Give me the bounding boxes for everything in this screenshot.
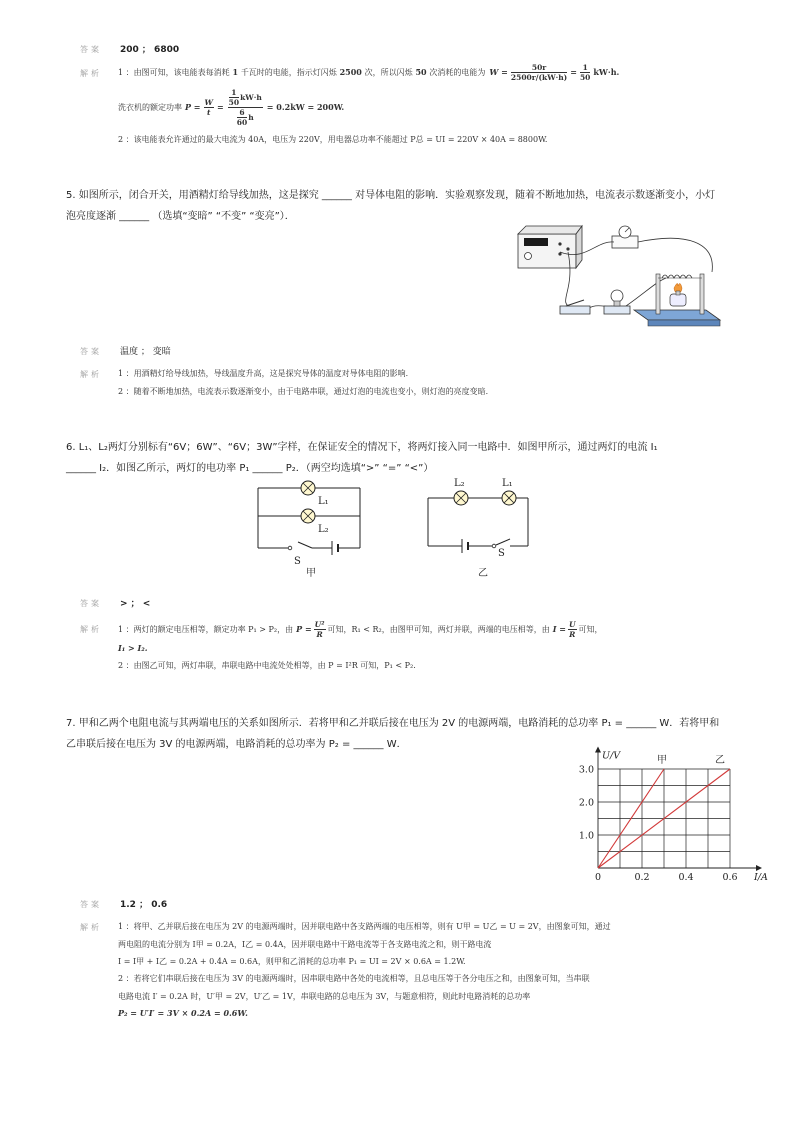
figure-caption: 甲 bbox=[306, 568, 316, 579]
switch-label: S bbox=[294, 556, 301, 567]
x-axis-label: I/A bbox=[754, 872, 768, 883]
x-tick-label: 0.2 bbox=[634, 872, 650, 883]
answer-label: 答案 bbox=[80, 347, 102, 356]
explanation-line: 1 ：将甲、乙并联后接在电压为 2V 的电源两端时，因并联电路中各支路两端的电压相等，则有 U甲 = U乙 = U = 2V，由图象可知，通过 bbox=[118, 922, 611, 931]
explanation-line: 1 ：由图可知，该电能表每消耗 1 千瓦时的电能，指示灯闪烁 2500 次，所以闪烁 50 次消耗的电能为 W = $\frac{50r}{2500r/(kW\cdot h)}$ = $\frac{1}{50}$ kW·h. bbox=[118, 62, 620, 82]
y-tick-label: 2.0 bbox=[578, 797, 594, 809]
y-tick-label: 1.0 bbox=[578, 830, 594, 842]
experiment-apparatus-figure bbox=[516, 222, 722, 332]
explanation-line: 2 ：随着不断地加热，电流表示数逐渐变小，由于电路串联，通过灯泡的电流也变小，则灯泡的亮度变暗． bbox=[118, 387, 494, 396]
circuit-diagram-jia bbox=[254, 474, 366, 578]
lamp-label-l1: L₁ bbox=[502, 478, 513, 489]
answer-label: 答案 bbox=[80, 900, 102, 909]
y-tick-label: 3.0 bbox=[578, 764, 594, 776]
question-7-line1: 7. 甲和乙两个电阻电流与其两端电压的关系如图所示．若将甲和乙并联后接在电压为 2V 的电源两端，电路消耗的总功率 P₁ = ______ W．若将甲和 bbox=[66, 718, 720, 729]
answer-text: 1.2 ； 0.6 bbox=[120, 900, 168, 910]
lamp-label-l1: L₁ bbox=[318, 496, 329, 507]
series-label-jia: 甲 bbox=[657, 755, 667, 766]
explanation-line: 电路电流 I′ = 0.2A 时，U′甲 = 2V，U′乙 = 1V，串联电路的总电压为 3V，与题意相符，则此时电路消耗的总功率 bbox=[118, 992, 531, 1001]
x-tick-label: 0.4 bbox=[678, 872, 694, 883]
lamp-label-l2: L₂ bbox=[318, 524, 329, 535]
question-6-line2: ______ I₂．如图乙所示，两灯的电功率 P₁ ______ P₂．（两空均选填“>” “=” “<”） bbox=[66, 463, 434, 474]
explanation-line: 2 ：若将它们串联后接在电压为 3V 的电源两端时，因串联电路中各处的电流相等，且总电压等于各分电压之和，由图象可知，当串联 bbox=[118, 974, 590, 983]
answer-text: 温度 ； 变暗 bbox=[120, 347, 171, 357]
explanation-line: 1 ：两灯的额定电压相等，额定功率 P₁ > P₂，由 P = $\frac{\text{U²}}{R}$ 可知，R₁ < R₂，由图甲可知，两灯并联，两端的电压相等，由 I = $\frac{U}{R}$ 可知， bbox=[118, 619, 603, 639]
figure-caption: 乙 bbox=[478, 568, 488, 579]
circuit-diagram-yi bbox=[424, 474, 534, 578]
x-axis-arrow bbox=[756, 865, 762, 871]
answer-label: 答案 bbox=[80, 599, 102, 608]
analysis-label: 解析 bbox=[80, 625, 102, 634]
chart-ticks bbox=[579, 765, 738, 884]
x-tick-label: 0.6 bbox=[722, 872, 738, 883]
answer-text: > ； < bbox=[120, 599, 151, 609]
lamp-label-l2: L₂ bbox=[454, 478, 465, 489]
explanation-line: 洗衣机的额定功率 P = $\frac{W}{t}$ = $\frac{1}{50}$ kW·h $\frac{6}{60}$ h = 0.2kW = 200W. bbox=[118, 87, 345, 127]
switch-label: S bbox=[498, 548, 505, 559]
answer-text: 200 ； 6800 bbox=[120, 45, 180, 55]
question-5-line1: 5. 如图所示，闭合开关，用酒精灯给导线加热，这是探究 ______ 对导体电阻的影响．实验观察发现，随着不断地加热，电流表示数逐渐变小，小灯 bbox=[66, 190, 716, 201]
question-5-line2: 泡亮度逐渐 ______ （选填“变暗” “不变” “变亮”）． bbox=[66, 211, 295, 222]
explanation-line: 1 ：用酒精灯给导线加热，导线温度升高，这是探究导体的温度对导体电阻的影响． bbox=[118, 369, 414, 378]
explanation-line: P₂ = U′I′ = 3V × 0.2A = 0.6W. bbox=[118, 1008, 248, 1018]
explanation-line: 两电阻的电流分别为 I甲 = 0.2A，I乙 = 0.4A，因并联电路中干路电流等于各支路电流之和，则干路电流 bbox=[118, 940, 492, 949]
explanation-line: I = I甲 + I乙 = 0.2A + 0.4A = 0.6A，则甲和乙消耗的总功率 P₁ = UI = 2V × 0.6A = 1.2W. bbox=[118, 957, 466, 966]
chart-labels bbox=[602, 751, 768, 884]
u-i-chart bbox=[570, 746, 768, 884]
question-6-line1: 6. L₁、L₂两灯分别标有“6V；6W”、“6V；3W”字样，在保证安全的情况下，将两灯接入同一电路中．如图甲所示，通过两灯的电流 I₁ bbox=[66, 442, 658, 453]
answer-label: 答案 bbox=[80, 45, 102, 54]
explanation-line: 2 ：由图乙可知，两灯串联，串联电路中电流处处相等，由 P = I²R 可知，P₁ < P₂. bbox=[118, 661, 416, 670]
question-7-line2: 乙串联后接在电压为 3V 的电源两端，电路消耗的总功率为 P₂ = ______ W． bbox=[66, 739, 407, 750]
x-tick-label: 0 bbox=[594, 872, 602, 883]
analysis-label: 解析 bbox=[80, 923, 102, 932]
analysis-label: 解析 bbox=[80, 370, 102, 379]
explanation-line: I₁ > I₂. bbox=[118, 643, 148, 653]
explanation-line: 2 ：该电能表允许通过的最大电流为 40A，电压为 220V，用电器总功率不能超过 P总 = UI = 220V × 40A = 8800W. bbox=[118, 135, 548, 144]
analysis-label: 解析 bbox=[80, 69, 102, 78]
y-axis-label: U/V bbox=[602, 750, 621, 762]
series-label-yi: 乙 bbox=[715, 755, 725, 766]
y-axis-arrow bbox=[595, 747, 601, 753]
